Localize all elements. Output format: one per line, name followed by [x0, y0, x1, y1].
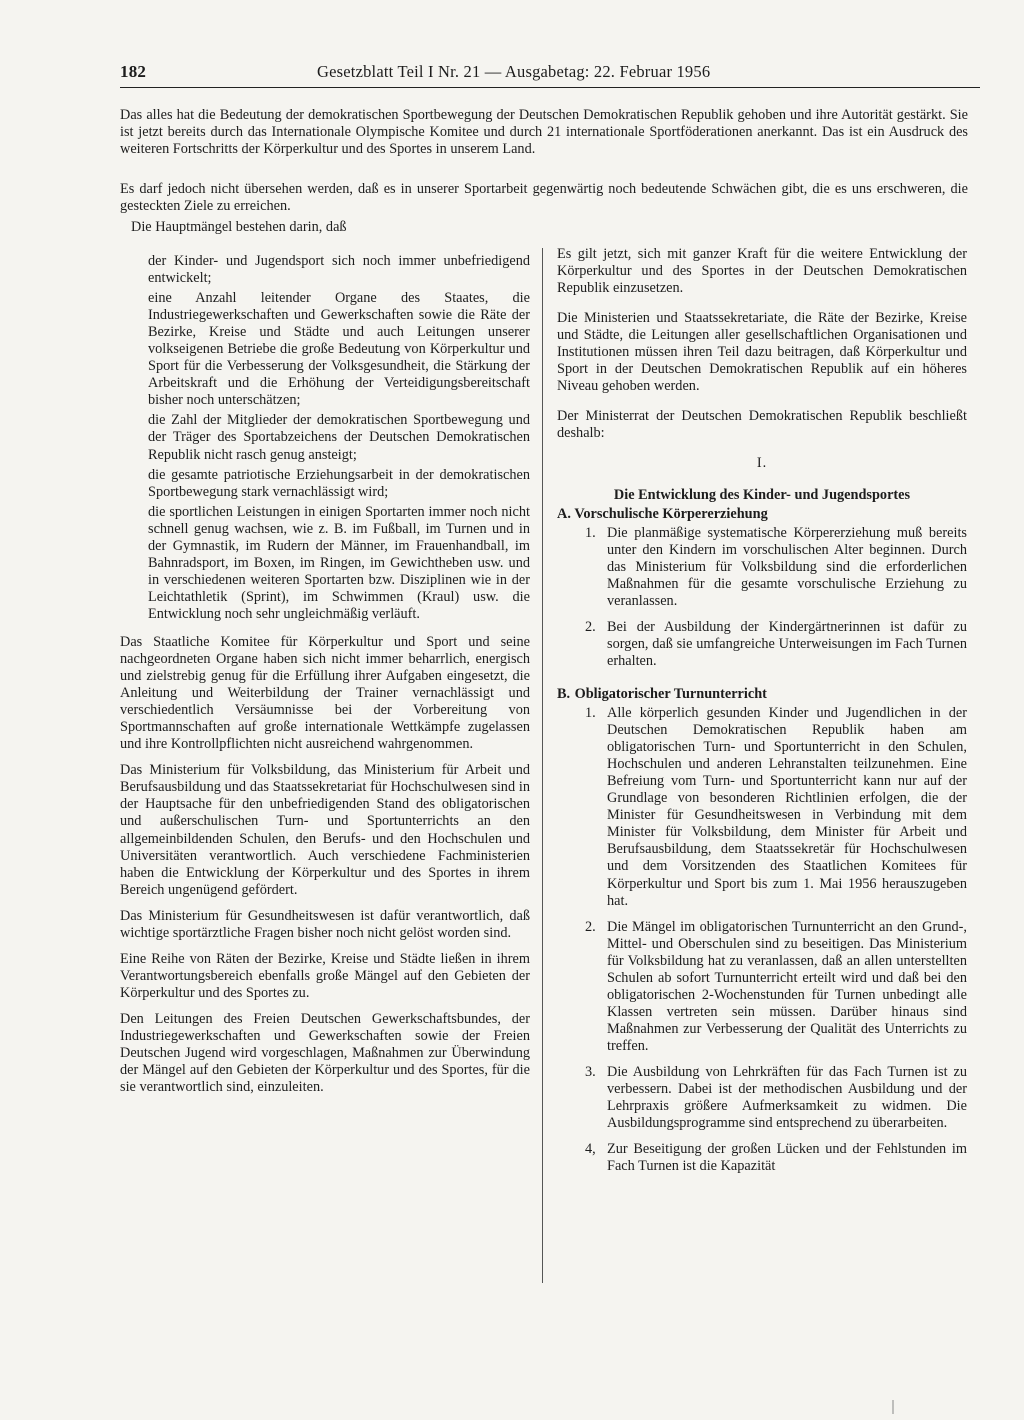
item-text: Zur Beseitigung der großen Lücken und der Fehlstunden im Fach Turnen ist die Kapazität: [607, 1141, 967, 1175]
left-paragraph: Eine Reihe von Räten der Bezirke, Kreise und Städte ließen in ihrem Verantwortungsbereich ebenfalls große Mängel auf den Gebieten der Körperkultur und des Sportes zu.: [120, 950, 530, 1001]
left-column: [120, 253, 530, 1096]
item-number: 1.: [585, 705, 596, 722]
item-text: Die planmäßige systematische Körpererziehung muß bereits unter den Kindern im vorschulischen Alter beginnen. Durch das Ministerium für Volksbildung sind die erforderlichen Maßnahmen für die gesamte vorschulische Erziehung zu veranlassen.: [607, 524, 967, 609]
section-numeral: I.: [756, 455, 768, 472]
deficiency-list: [120, 253, 530, 623]
numbered-item: [557, 619, 967, 670]
header-rule: [120, 87, 980, 88]
header-title: Gesetzblatt Teil I Nr. 21 — Ausgabetag: 22. Februar 1956: [317, 62, 711, 81]
item-text: Bei der Ausbildung der Kindergärtnerinnen ist dafür zu sorgen, daß sie umfangreiche Unterweisungen im Fach Turnen erhalten.: [607, 618, 967, 669]
intro-text-3: Die Hauptmängel bestehen darin, daß: [131, 219, 347, 235]
section-title: Die Entwicklung des Kinder- und Jugendsportes: [613, 486, 911, 503]
numbered-item: [557, 705, 967, 910]
subsection-label: B.: [557, 685, 571, 702]
right-column: [557, 246, 967, 1184]
page-number: 182: [120, 62, 147, 81]
item-number: 4,: [585, 1141, 596, 1158]
subsection-b-heading: [557, 686, 967, 703]
list-item: die gesamte patriotische Erziehungsarbeit in der demokratischen Sportbewegung stark vernachlässigt wird;: [148, 466, 530, 500]
item-text: Die Ausbildung von Lehrkräften für das Fach Turnen ist zu verbessern. Dabei ist der methodischen Ausbildung und der Lehrpraxis größere Aufmerksamkeit zu widmen. Die Ausbildungsprogramme sind entsprechend zu überarbeiten.: [607, 1063, 967, 1132]
item-text: Alle körperlich gesunden Kinder und Jugendlichen in der Deutschen Demokratischen Republik haben am obligatorischen Turn- und Sportunterricht in den Schulen, Hochschulen und anderen Lehranstalten teilzunehmen. Eine Befreiung vom Turn- und Sportunterricht kann nur auf der Grundlage von besonderen Richtlinien erfolgen, die der Minister für Gesundheitswesen in Verbindung mit dem Minister für Volksbildung, dem Minister für Arbeit und Berufsausbildung, dem Staatssekretär für Hochschulwesen und dem Vorsitzenden des Staatlichen Komitees für Körperkultur und Sport bis zum 1. Mai 1956 herauszugeben hat.: [607, 705, 967, 909]
right-paragraph: Die Ministerien und Staatssekretariate, die Räte der Bezirke, Kreise und Städte, die Leitungen aller gesellschaftlichen Organisationen und Institutionen müssen ihren Teil dazu beitragen, daß Körperkultur und Sport in der Deutschen Demokratischen Republik auf ein höheres Niveau gehoben werden.: [557, 310, 967, 395]
left-paragraph: Das Ministerium für Gesundheitswesen ist dafür verantwortlich, daß wichtige sportärztliche Fragen bisher noch nicht gelöst worden sind.: [120, 907, 530, 941]
subsection-label: A.: [557, 505, 571, 522]
numbered-item: [557, 1141, 967, 1175]
numbered-item: [557, 1064, 967, 1132]
scan-mark: [892, 1400, 894, 1414]
list-item: die sportlichen Leistungen in einigen Sportarten immer noch nicht schnell genug wachsen, wie z. B. im Fußball, im Turnen und in der Gymnastik, im Rudern der Männer, im Frauenhandball, im Bahnradsport, im Boxen, im Ringen, im Gewichtheben usw. und in verschiedenen weiteren Sportarten bzw. Disziplinen wie in der Leichtathletik (Sprint), im Schwimmen (Kraul) usw. die Entwicklung noch sehr ungleichmäßig verläuft.: [148, 503, 530, 622]
left-paragraph: Den Leitungen des Freien Deutschen Gewerkschaftsbundes, der Industriegewerkschaften und Gewerkschaften sowie der Freien Deutschen Jugend wird vorgeschlagen, Maßnahmen zur Überwindung der Mängel auf den Gebieten der Körperkultur und des Sportes, für die sie verantwortlich sind, einzuleiten.: [120, 1010, 530, 1096]
right-paragraph: Der Ministerrat der Deutschen Demokratischen Republik beschließt deshalb:: [557, 408, 967, 442]
item-number: 2.: [585, 918, 596, 935]
item-number: 2.: [585, 618, 596, 635]
right-paragraph: Es gilt jetzt, sich mit ganzer Kraft für die weitere Entwicklung der Körperkultur und des Sportes in der Deutschen Demokratischen Republik einzusetzen.: [557, 246, 967, 297]
intro-paragraph-2: [120, 181, 968, 215]
numbered-item: [557, 525, 967, 610]
intro-paragraph-3: [131, 219, 979, 236]
left-paragraph: Das Ministerium für Volksbildung, das Ministerium für Arbeit und Berufsausbildung und das Staatssekretariat für Hochschulwesen sind in der Hauptsache für den unbefriedigenden Stand des obligatorischen und außerschulischen Turn- und Sportunterrichts an den allgemeinbildenden Schulen, den Berufs- und den Hochschulen und Universitäten verantwortlich. Auch verschiedene Fachministerien haben die Entwicklung der Körperkultur und des Sportes in ihrem Bereich ungenügend gefördert.: [120, 762, 530, 898]
subsection-title: Vorschulische Körpererziehung: [574, 505, 768, 522]
subsection-title: Obligatorischer Turnunterricht: [574, 685, 767, 702]
item-number: 3.: [585, 1063, 596, 1080]
subsection-a-heading: [557, 506, 967, 523]
page-header: [120, 62, 980, 84]
item-text: Die Mängel im obligatorischen Turnunterricht an den Grund-, Mittel- und Oberschulen sind zu beseitigen. Das Ministerium für Volksbildung hat zu veranlassen, daß an allen unterstellten Schulen ab sofort Turnunterricht erteilt wird und daß bei den obligatorischen 2-Wochenstunden für Turnen unbedingt alle Klassen vertreten sein müssen. Darüber hinaus sind Maßnahmen zur Verbesserung der Qualität des Unterrichts zu treffen.: [607, 918, 967, 1054]
intro-text-1: Das alles hat die Bedeutung der demokratischen Sportbewegung der Deutschen Demokratischen Republik gehoben und ihre Autorität gestärkt. Sie ist jetzt bereits durch das Internationale Olympische Komitee und durch 21 internationale Sportföderationen anerkannt. Das ist ein Ausdruck des weiteren Fortschritts der Körperkultur und des Sportes in unserem Land.: [120, 107, 968, 157]
column-divider: [542, 248, 543, 1283]
list-item: eine Anzahl leitender Organe des Staates, die Industriegewerkschaften und Gewerkschaften sowie die Räte der Bezirke, Kreise und Städte und auch Leitungen unserer volkseigenen Betriebe die große Bedeutung von Körperkultur und Sport für die Verbesserung der Volksgesundheit, die Stärkung der Arbeitskraft und die Erhöhung der Verteidigungsbereitschaft bisher noch unterschätzen;: [148, 290, 530, 409]
list-item: der Kinder- und Jugendsport sich noch immer unbefriedigend entwickelt;: [148, 253, 530, 287]
numbered-item: [557, 919, 967, 1055]
list-item: die Zahl der Mitglieder der demokratischen Sportbewegung und der Träger des Sportabzeichens der Deutschen Demokratischen Republik nicht rasch genug ansteigt;: [148, 412, 530, 463]
left-paragraph: Das Staatliche Komitee für Körperkultur und Sport und seine nachgeordneten Organe haben sich nicht immer beharrlich, energisch und zielstrebig genug für die Erfüllung ihrer Aufgaben eingesetzt, die Anleitung und Weiterbildung der Trainer vernachlässigt und verschiedentlich Versäumnisse bei der Vorbereitung von Sportmannschaften auf große internationale Wettkämpfe zugelassen und ihre Kontrollpflichten nicht ausreichend wahrgenommen.: [120, 633, 530, 753]
intro-paragraph-1: [120, 107, 968, 158]
intro-text-2: Es darf jedoch nicht übersehen werden, daß es in unserer Sportarbeit gegenwärtig noch bedeutende Schwächen gibt, die es uns erschweren, die gesteckten Ziele zu erreichen.: [120, 181, 968, 214]
item-number: 1.: [585, 524, 596, 541]
